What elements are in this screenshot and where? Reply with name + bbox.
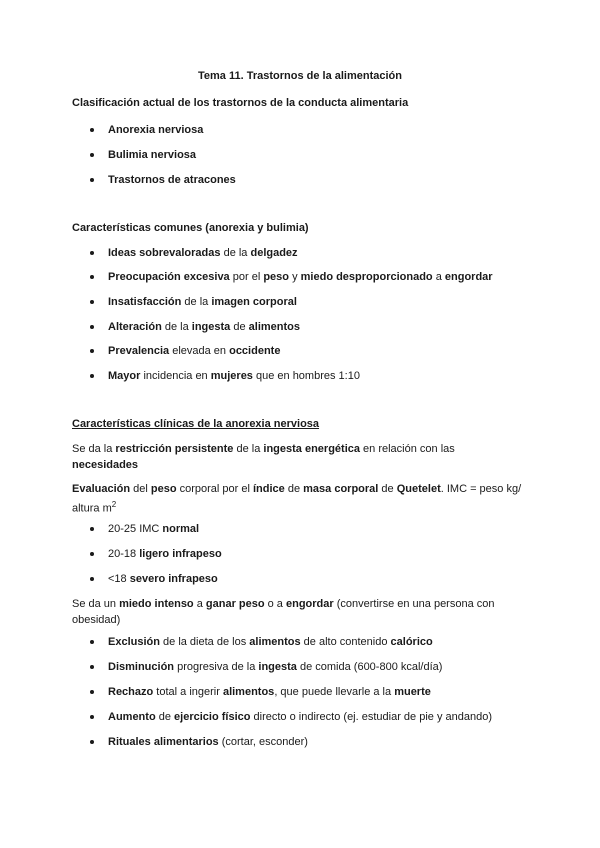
bullet-icon [90,178,94,182]
bullet-icon [90,374,94,378]
paragraph-evaluacion: Evaluación del peso corporal por el índice de masa corporal de Quetelet. IMC = peso kg/ altura $m^2$ [72,483,522,515]
section-heading-caracteristicas-comunes: Características comunes (anorexia y bulimia) [72,222,309,234]
bullet-icon [90,527,94,531]
paragraph-restriccion: Se da la restricción persistente de la ingesta energética en relación con las necesidades [72,443,455,471]
bullet-icon [90,552,94,556]
bullet-icon [90,128,94,132]
bullet-icon [90,690,94,694]
document-page: Tema 11. Trastornos de la alimentación Clasificación actual de los trastornos de la conducta alimentaria Anorexia nerviosa Bulimia nerviosa Trastornos de atracones Características comunes (anorexia y bulimia) Ideas sobrevaloradas de la delgadez Preocupación excesiva por el peso y miedo desproporcionado a engordar Insatisfacción de la imagen corporal Alteración de la ingesta de alimentos Prevalencia elevada en occidente Mayor incidencia en mujeres que en hombres 1:10 Características clínicas de la anorexia nerviosa Se da la restricción persistente de la ingesta energética en relación con las necesidades Evaluación del peso corporal por el índice de masa corporal de Quetelet. IMC = peso kg/ altura $m^2$ 20-25 IMC normal 20-18 ligero infrapeso <18 severo infrapeso Se da un miedo intenso a ganar peso o a engordar (convertirse en una persona con obesidad) Exclusión de la dieta de los alimentos de alto contenido calórico Disminución progresiva de la ingesta de comida (600-800 kcal/día) Rechazo total a ingerir alimentos, que puede llevarle a la muerte Aumento de ejercicio físico directo o indirecto (ej. estudiar de pie y andando) Rituales alimentarios (cortar, esconder) [0,0,600,848]
bullet-icon [90,665,94,669]
page-title: Tema 11. Trastornos de la alimentación [198,70,402,82]
bullet-icon [90,153,94,157]
bullet-icon [90,251,94,255]
bullet-icon [90,349,94,353]
section-heading-clasificacion: Clasificación actual de los trastornos de la conducta alimentaria [72,97,409,109]
bullet-icon [90,325,94,329]
paragraph-miedo: Se da un miedo intenso a ganar peso o a engordar (convertirse en una persona con obesidad) [72,598,495,626]
bullet-icon [90,577,94,581]
section-heading-anorexia-clinica: Características clínicas de la anorexia nerviosa [72,418,320,430]
bullet-icon [90,640,94,644]
bullet-icon [90,300,94,304]
bullet-icon [90,715,94,719]
bullet-icon [90,740,94,744]
bullet-icon [90,275,94,279]
